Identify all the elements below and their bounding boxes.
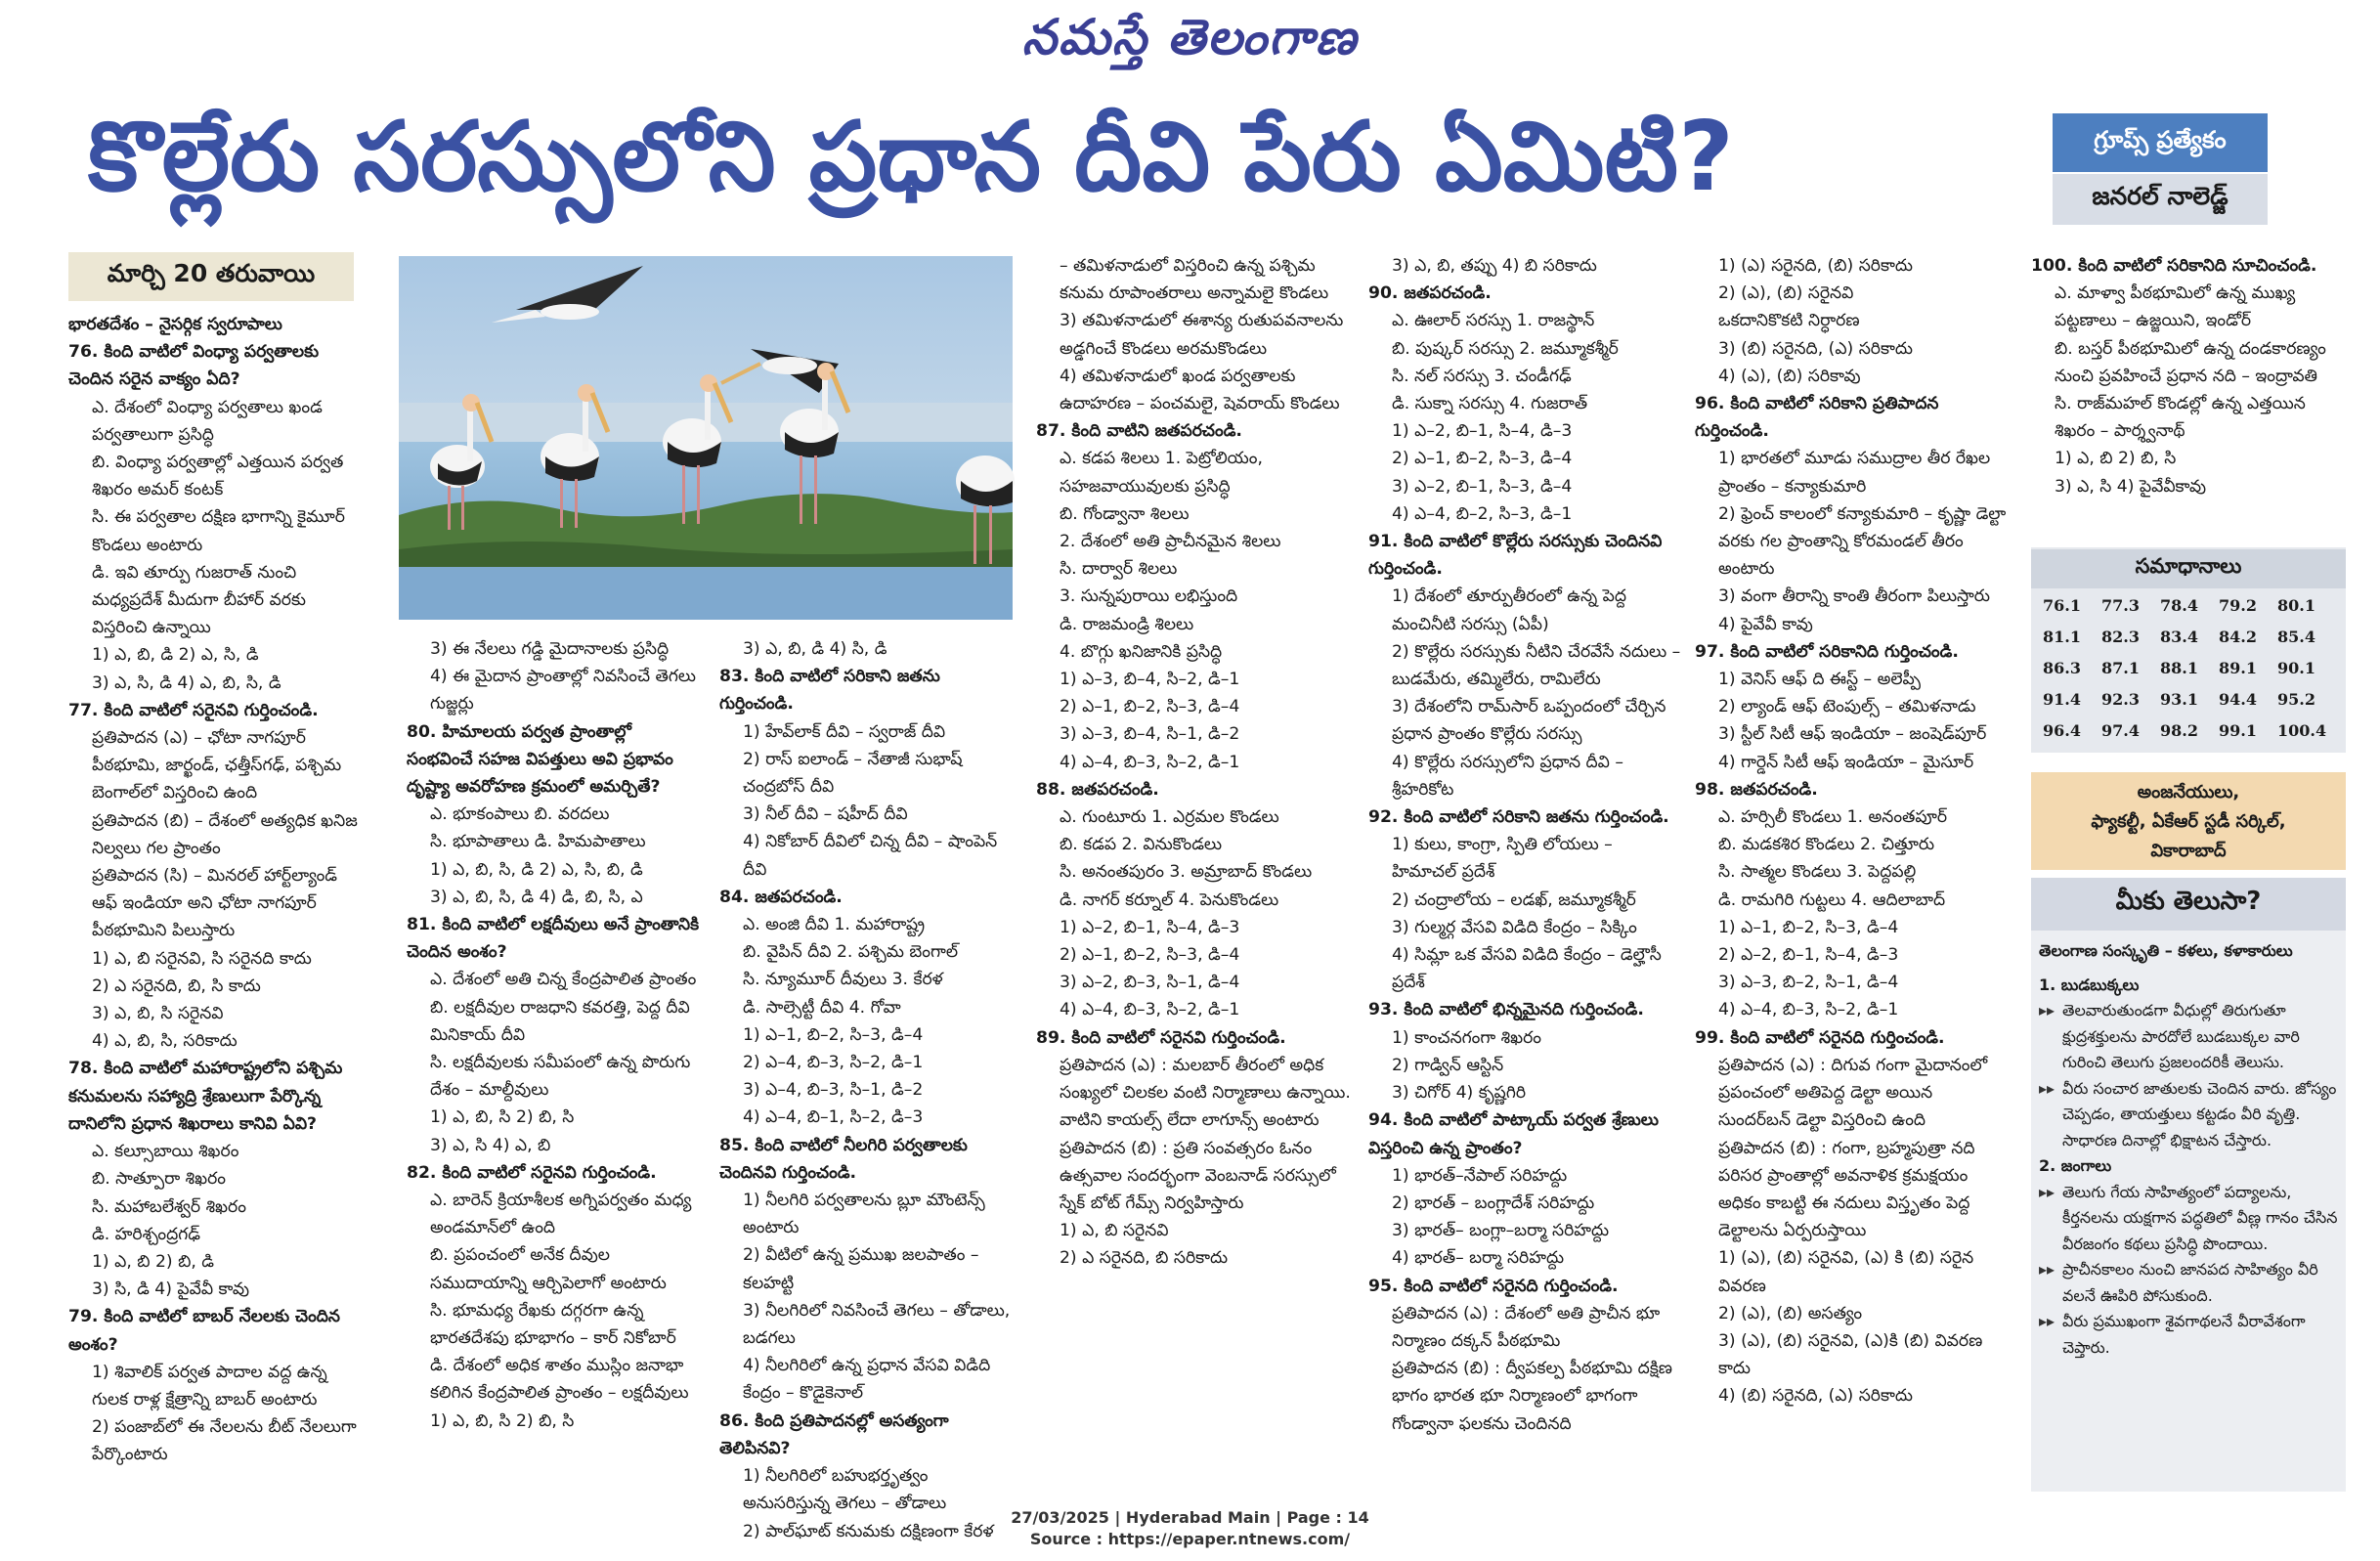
page-footer (0, 1507, 2380, 1550)
option-text: డి. సాల్సెట్టీ దీవి 4. గోవా (743, 997, 901, 1018)
option-text: డి. దేశంలో అధిక శాతం ముస్లిం జనాభా కలిగిన కేంద్రపాలిత ప్రాంతం – లక్షదీవులు (430, 1356, 689, 1404)
option-text: 3) ఈ నేలలు గడ్డి మైదానాలకు ప్రసిద్ధి (430, 639, 670, 659)
option-text: 2) ఎ–2, బి–1, సి–4, డి–3 (1718, 945, 1899, 966)
option-text: సి. లక్షదీవులకు సమీపంలో ఉన్న పొరుగు దేశం – మాల్దీవులు (430, 1053, 691, 1101)
option-text: డి. నాగర్ కర్నూల్ 4. పెనుకొండలు (1060, 889, 1279, 910)
option-text: 1) ఎ, బి, డి 2) ఎ, సి, డి (92, 645, 259, 666)
option-text: 4) (బి) సరైనది, (ఎ) సరికాదు (1718, 1386, 1913, 1407)
section-heading: భారతదేశం – నైసర్గిక స్వరూపాలు (68, 315, 282, 334)
option-text: 2) ఎ–1, బి–2, సి–3, డి–4 (1060, 945, 1240, 966)
option-text: 3) ఎ, సి 4) ఎ, బి (430, 1135, 551, 1155)
option-text: సి. ఈ పర్వతాల దక్షిణ భాగాన్ని కైమూర్ కొండలు అంటారు (92, 507, 345, 555)
option-text: ప్రతిపాదన (బి) – దేశంలో అత్యధిక ఖనిజ నిల్వలు గల ప్రాంతం (92, 810, 358, 858)
article-column-4 (1368, 252, 1681, 1496)
option-text: 2) పంజాబ్‌లో ఈ నేలలను బీట్ నేలలుగా పేర్కొంటారు (92, 1417, 357, 1465)
option-text: 2) ఎ సరైనది, బి, సి కాదు (92, 976, 261, 996)
question-text: 83. కింది వాటిలో సరికాని జతను గుర్తించండి. (719, 667, 940, 715)
option-text: 3) ఎ, బి, సి, డి 4) డి, బి, సి, ఎ (430, 887, 643, 907)
answer-item: 98.2 (2160, 721, 2198, 740)
option-text: ఎ. బారెన్ క్రియాశీలక అగ్నిపర్వతం మధ్య అండమాన్‌లో ఉంది (430, 1191, 692, 1238)
question-text: 90. జతపరచండి. (1368, 283, 1492, 304)
option-text: బి. బస్తర్ పీఠభూమిలో ఉన్న దండకారణ్యం నుంచి ప్రవహించే ప్రధాన నది – ఇంద్రావతి (2055, 338, 2326, 386)
continuation-date-box: మార్చి 20 తరువాయి (68, 252, 354, 301)
footer-source-line: Source : https://epaper.ntnews.com/ (1029, 1530, 1351, 1548)
option-text: 4) కొల్లేరు సరస్సులోని ప్రధాన దీవి – శ్రీహరికోట (1392, 752, 1623, 800)
question-text: 86. కింది ప్రతిపాదనల్లో అసత్యంగా తెలిపినవి? (719, 1410, 949, 1458)
author-box (2031, 772, 2346, 870)
option-text: సి. భూపాతాలు డి. హిమపాతాలు (430, 832, 646, 852)
article-column-5 (1695, 252, 2008, 1496)
question-text: 95. కింది వాటిలో సరైనది గుర్తించండి. (1368, 1276, 1619, 1296)
option-text: 3) ఎ, బి, సి సరైనవి (92, 1004, 224, 1024)
option-text: బి. వైపిన్ దీవి 2. పశ్చిమ బెంగాల్ (743, 942, 959, 963)
option-text: 4) ఈ మైదాన ప్రాంతాల్లో నివసించే తెగలు గుజ్జర్లు (430, 667, 697, 715)
option-text: ప్రతిపాదన (బి) : ద్వీపకల్ప పీఠభూమి దక్షిణ భాగం భారత భూ నిర్మాణంలో భాగంగా గోండ్వానా ఫలకను చెందినది (1392, 1359, 1672, 1434)
option-text: ప్రతిపాదన (బి) : గంగా, బ్రహ్మపుత్రా నది పరిసర ప్రాంతాల్లో అవనాళిక క్రమక్షయం అధికం కాబట్టి ఈ నదులు విస్తృతం పెద్ద డెల్టాలను ఏర్పరుస్తాయి (1718, 1138, 1975, 1241)
know-subtitle: తెలంగాణ సంస్కృతి – కళలు, కళాకారులు (2039, 941, 2293, 960)
option-text: 1) ఎ–2, బి–1, సి–4, డి–3 (1392, 421, 1573, 442)
know-bullet: ▸▸ వీరు సంచార జాతులకు చెందిన వారు. జోస్యం చెప్పడం, తాయత్తులు కట్టడం వీరి వృత్తి. సాధారణ దినాల్లో భిక్షాటన చేస్తారు. (2039, 1076, 2340, 1154)
answer-item: 91.4 (2043, 690, 2081, 709)
option-text: డి. హరిశ్చంద్రగఢ్ (92, 1224, 200, 1244)
answer-item: 83.4 (2160, 628, 2198, 646)
answer-item: 87.1 (2101, 659, 2140, 677)
option-text: ప్రతిపాదన (ఎ) : దేశంలో అతి ప్రాచీన భూ నిర్మాణం దక్కన్ పీఠభూమి (1392, 1303, 1661, 1351)
option-text: 4) నికోబార్ దీవిలో చిన్న దీవి – షాంపెన్ దీవి (743, 832, 998, 880)
know-bullet: ▸▸ వీరు ప్రముఖంగా శైవగాథలనే వీరావేశంగా చెప్తారు. (2039, 1309, 2340, 1361)
option-text: బి. గోండ్వానా శిలలు (1060, 503, 1190, 524)
answer-item: 95.2 (2277, 690, 2315, 709)
storks-lake-photo (399, 256, 1013, 620)
option-text: 1) ఎ, బి సరైనవి, సి సరైనది కాదు (92, 948, 312, 969)
answer-item: 88.1 (2160, 659, 2198, 677)
option-text: 1) భారత్–నేపాల్ సరిహద్దు (1392, 1165, 1568, 1186)
option-text: 1) హేవ్‌లాక్ దీవి – స్వరాజ్ దీవి (743, 721, 946, 742)
option-text: 3) ఎ–2, బి–3, సి–1, డి–4 (1060, 973, 1240, 993)
option-text: బి. లక్షదీవుల రాజధాని కవరత్తి, పెద్ద దీవి మినికాయ్ దీవి (430, 997, 690, 1045)
option-text: 3) స్టీల్ సిటీ ఆఫ్ ఇండియా – జంషెడ్‌పూర్ (1718, 724, 1987, 745)
option-text: 2) చంద్రాలోయ – లడఖ్, జమ్మూకశ్మీర్ (1392, 889, 1636, 910)
question-text: 82. కింది వాటిలో సరైనవి గుర్తించండి. (407, 1162, 657, 1183)
option-text: 2) (ఎ), (బి) సరైనవి (1718, 283, 1854, 304)
option-text: ఎ. దేశంలో వింధ్యా పర్వతాలు ఖండ పర్వతాలుగా ప్రసిద్ధి (92, 397, 323, 445)
option-text: 4) ఎ, బి, సి, సరికాదు (92, 1031, 238, 1052)
option-text: 4) పైవేవీ కావు (1718, 614, 1813, 634)
option-text: 3) సి, డి 4) పైవేవీ కావు (92, 1279, 250, 1300)
option-text: సి. రాజ్‌మహల్ కొండల్లో ఉన్న ఎత్తయిన శిఖరం – పార్శ్వనాథ్ (2055, 394, 2306, 442)
author-name: అంజనేయులు, (2137, 782, 2240, 802)
arrow-icon: ▸▸ (2039, 1260, 2055, 1279)
option-text: బి. మడకశిర కొండలు 2. చిత్తూరు (1718, 835, 1935, 855)
option-text: 2) ఎ సరైనది, బి సరికాదు (1060, 1248, 1229, 1269)
answer-item: 76.1 (2043, 596, 2081, 615)
option-text: ప్రతిపాదన (ఎ) – ఛోటా నాగపూర్ పీఠభూమి, జార్ఖండ్, ఛత్తీస్‌గఢ్, పశ్చిమ బెంగాల్‌లో విస్తరించి ఉంది (92, 728, 342, 803)
answer-item: 90.1 (2277, 659, 2315, 677)
option-text: 3) ఎ–3, బి–4, సి–1, డి–2 (1060, 724, 1240, 745)
know-heading-2: 2. జంగాలు (2039, 1156, 2112, 1175)
option-text: ప్రతిపాదన (ఎ) : దిగువ గంగా మైదానంలో ప్రపంచంలో అతిపెద్ద డెల్టా అయిన సుందర్‌బన్ డెల్టా విస్తరించి ఉంది (1718, 1055, 1988, 1131)
know-heading-1: 1. బుడబుక్కలు (2039, 975, 2140, 994)
option-text: 3) నీలగిరిలో నివసించే తెగలు – తోడాలు, బడగలు (743, 1300, 1011, 1349)
section-badge-top: గ్రూప్స్ ప్రత్యేకం (2053, 113, 2268, 172)
option-text: 4) తమిళనాడులో ఖండ పర్వతాలకు ఉదాహరణ – పంచమలై, షెవరాయ్ కొండలు (1060, 366, 1340, 414)
option-text: 2) (ఎ), (బి) అసత్యం (1718, 1303, 1863, 1323)
option-text: ఎ. ఊలార్ సరస్సు 1. రాజస్థాన్ (1392, 311, 1595, 331)
answer-item: 79.2 (2219, 596, 2257, 615)
option-text: ఎ. దేశంలో అతి చిన్న కేంద్రపాలిత ప్రాంతం (430, 970, 697, 990)
option-text: 3) వంగా తీరాన్ని కాంతి తీరంగా పిలుస్తారు (1718, 586, 1990, 607)
option-text: 3) నీల్ దీవి – షహీద్ దీవి (743, 804, 908, 825)
option-text: బి. వింధ్యా పర్వతాల్లో ఎత్తయిన పర్వత శిఖరం అమర్ కంటక్ (92, 453, 344, 500)
option-text: 3) ఎ–3, బి–2, సి–1, డి–4 (1718, 973, 1899, 993)
question-text: 81. కింది వాటిలో లక్షదీవులు అనే ప్రాంతానికి చెందిన అంశం? (407, 915, 700, 963)
option-text: 2) ఎ–1, బి–2, సి–3, డి–4 (1392, 449, 1573, 469)
option-text: 3) ఎ, సి, డి 4) ఎ, బి, సి, డి (92, 672, 281, 693)
option-text: డి. ఇవి తూర్పు గుజరాత్ నుంచి మధ్యప్రదేశ్ మీదుగా బీహార్ వరకు విస్తరించి ఉన్నాయి (92, 562, 306, 638)
know-bullet: ▸▸ ప్రాచీనకాలం నుంచి జానపద సాహిత్యం వీరి వలనే ఊపిరి పోసుకుంది. (2039, 1257, 2340, 1309)
option-text: 1) దేశంలో తూర్పుతీరంలో ఉన్న పెద్ద మంచినీటి సరస్సు (ఏపీ) (1392, 586, 1626, 634)
question-text: 76. కింది వాటిలో వింధ్యా పర్వతాలకు చెందిన సరైన వాక్యం ఏది? (68, 342, 320, 390)
answer-item: 92.3 (2101, 690, 2140, 709)
question-text: 77. కింది వాటిలో సరైనవి గుర్తించండి. (68, 700, 319, 720)
answer-item: 99.1 (2219, 721, 2257, 740)
option-text: 1) ఎ–2, బి–1, సి–4, డి–3 (1060, 917, 1240, 937)
option-text: 1) వెనిస్ ఆఫ్ ది ఈస్ట్ – అలెప్పీ (1718, 670, 1921, 690)
answers-grid (2043, 590, 2336, 747)
option-text: బి. సాత్పూరా శిఖరం (92, 1169, 226, 1190)
answer-item: 97.4 (2101, 721, 2140, 740)
option-text: 3) ఎ, సి 4) పైవేవీకావు (2055, 476, 2207, 497)
question-text: 92. కింది వాటిలో సరికాని జతను గుర్తించండి. (1368, 807, 1669, 828)
question-text: 93. కింది వాటిలో భిన్నమైనది గుర్తించండి. (1368, 1000, 1644, 1020)
option-text: 3) (ఎ), (బి) సరైనవి, (ఎ)కి (బి) వివరణ కాదు (1718, 1330, 1983, 1379)
option-text: 4) గార్డెన్ సిటీ ఆఫ్ ఇండియా – మైసూర్ (1718, 752, 1974, 772)
question-text: 78. కింది వాటిలో మహారాష్ట్రలోని పశ్చిమ కనుమలను సహ్యాద్రి శ్రేణులుగా పేర్కొన్న దానిలోని ప్రధాన శిఖరాలు కానివి ఏవి? (68, 1059, 343, 1134)
section-badge-bottom: జనరల్ నాలెడ్జ్ (2053, 174, 2268, 225)
question-text: 98. జతపరచండి. (1695, 779, 1818, 800)
option-text: 2) ఎ–4, బి–3, సి–2, డి–1 (743, 1053, 924, 1073)
option-text: 3) ఎ–4, బి–3, సి–1, డి–2 (743, 1080, 924, 1101)
answer-item: 96.4 (2043, 721, 2081, 740)
question-text: 91. కింది వాటిలో కొల్లేరు సరస్సుకు చెందినవి గుర్తించండి. (1368, 532, 1663, 580)
question-text: 89. కింది వాటిలో సరైనవి గుర్తించండి. (1036, 1027, 1286, 1048)
did-you-know-title: మీకు తెలుసా? (2031, 878, 2346, 931)
option-text: 1) ఎ–3, బి–4, సి–2, డి–1 (1060, 670, 1240, 690)
option-text: 3) చిగోర్ 4) కృష్ణగిరి (1392, 1083, 1527, 1104)
newspaper-masthead: నమస్తే తెలంగాణ (1021, 8, 1359, 65)
option-text: ఎ. గుంటూరు 1. ఎర్రమల కొండలు (1060, 807, 1279, 828)
answer-item: 84.2 (2219, 628, 2257, 646)
option-text: 1) (ఎ), (బి) సరైనవి, (ఎ) కి (బి) సరైన వివరణ (1718, 1248, 1974, 1296)
answer-item: 77.3 (2101, 596, 2140, 615)
option-text: 4) (ఎ), (బి) సరికావు (1718, 366, 1861, 386)
option-text: ఎ. కడప శిలలు 1. పెట్రోలియం, సహజవాయువులకు ప్రసిద్ధి (1060, 449, 1263, 497)
option-text: బి. పుష్కర్ సరస్సు 2. జమ్మూకశ్మీర్ (1392, 338, 1619, 359)
option-text: బి. ప్రపంచంలో అనేక దీవుల సముదాయాన్ని ఆర్చిపెలాగో అంటారు (430, 1245, 667, 1293)
option-text: సి. నల్ సరస్సు 3. చండీగఢ్ (1392, 366, 1572, 386)
question-text: 79. కింది వాటిలో బాబర్ నేలలకు చెందిన అంశం? (68, 1307, 340, 1355)
option-text: 1) కులు, కాంగ్రా, స్పితి లోయలు – హిమాచల్ ప్రదేశ్ (1392, 835, 1613, 883)
option-text: డి. రామగిరి గుట్టలు 4. ఆదిలాబాద్ (1718, 889, 1946, 910)
option-text: 4) ఎ–4, బి–1, సి–2, డి–3 (743, 1107, 924, 1128)
option-text: 1) ఎ, బి, సి, డి 2) ఎ, సి, బి, డి (430, 859, 643, 880)
question-text: 100. కింది వాటిలో సరికానిది సూచించండి. (2031, 256, 2317, 276)
option-text: 4) ఎ–4, బి–3, సి–2, డి–1 (1718, 1000, 1899, 1020)
option-text: 3) ఎ, బి, డి 4) సి, డి (743, 639, 887, 659)
answer-item: 85.4 (2277, 628, 2315, 646)
option-text: 1) ఎ, బి, సి 2) బి, సి (430, 1107, 575, 1128)
option-text: ఎ. మాళ్వా పీఠభూమిలో ఉన్న ముఖ్య పట్టణాలు – ఉజ్జయిని, ఇండోర్ (2055, 283, 2296, 331)
option-text: – తమిళనాడులో విస్తరించి ఉన్న పశ్చిమ కనుమ రూపాంతరాలు అన్నామలై కొండలు (1060, 256, 1329, 304)
option-text: 1) నీలగిరిలో బహుభర్తృత్వం అనుసరిస్తున్న తెగలు – తోడాలు (743, 1466, 947, 1514)
option-text: డి. సుక్నా సరస్సు 4. గుజరాత్ (1392, 394, 1588, 414)
option-text: 4) ఎ–4, బి–3, సి–2, డి–1 (1060, 752, 1240, 772)
question-text: 99. కింది వాటిలో సరైనది గుర్తించండి. (1695, 1027, 1945, 1048)
answer-item: 78.4 (2160, 596, 2198, 615)
question-text: 88. జతపరచండి. (1036, 779, 1159, 800)
article-column-3 (1036, 252, 1359, 1496)
option-text: సి. సాత్మల కొండలు 3. పెద్దపల్లి (1718, 862, 1917, 883)
option-text: 2) గాడ్విన్ ఆస్టిన్ (1392, 1055, 1504, 1075)
footer-edition-line: 27/03/2025 | Hyderabad Main | Page : 14 (1011, 1508, 1369, 1527)
arrow-icon: ▸▸ (2039, 1078, 2055, 1098)
option-text: 1) ఎ, బి 2) బి, సి (2055, 449, 2177, 469)
answer-item: 80.1 (2277, 596, 2315, 615)
option-text: ఎ. కల్సూబాయి శిఖరం (92, 1142, 239, 1162)
option-text: 3) ఎ, బి, తప్పు 4) బి సరికాదు (1392, 256, 1597, 276)
option-text: సి. న్యూమూర్ దీవులు 3. కేరళ (743, 970, 943, 990)
option-text: 3) గుల్మర్గ వేసవి విడిది కేంద్రం – సిక్కిం (1392, 917, 1637, 937)
answer-item: 89.1 (2219, 659, 2257, 677)
option-text: 1) నీలగిరి పర్వతాలను బ్లూ మౌంటెన్స్ అంటారు (743, 1191, 985, 1238)
know-bullet: ▸▸ తెలుగు గేయ సాహిత్యంలో పద్యాలను, కీర్తనలను యక్షగాన పద్ధతిలో వీణ్ల గానం చేసిన వీరజంగం కథలు ప్రసిద్ధి పొందాయి. (2039, 1180, 2340, 1258)
option-text: 1) శివాలిక్ పర్వత పాదాల వద్ద ఉన్న గులక రాళ్ల క్షేత్రాన్ని బాబర్ అంటారు (92, 1362, 327, 1409)
article-column-2 (407, 635, 700, 1496)
option-text: ప్రతిపాదన (సి) – మినరల్ హార్ట్‌ల్యాండ్ ఆఫ్ ఇండియా అని ఛోటా నాగపూర్ పీఠభూమిని పిలుస్తారు (92, 866, 338, 941)
arrow-icon: ▸▸ (2039, 1001, 2055, 1019)
option-text: 2) భారత్ – బంగ్లాదేశ్ సరిహద్దు (1392, 1192, 1595, 1213)
author-affiliation: ఫ్యాకల్టీ, ఏకేఆర్ స్టడీ సర్కిల్, (2091, 811, 2286, 832)
option-text: 2) పాల్‌ఘాట్ కనుమకు దక్షిణంగా కేరళ (743, 1521, 994, 1541)
question-text: 84. జతపరచండి. (719, 887, 843, 907)
option-text: 3) దేశంలోని రామ్‌సార్ ఒప్పందంలో చేర్చిన ప్రధాన ప్రాంతం కొల్లేరు సరస్సు (1392, 697, 1666, 745)
answers-title: సమాధానాలు (2031, 549, 2346, 588)
option-text: 4) భారత్– బర్మా సరిహద్దు (1392, 1248, 1565, 1269)
answer-item: 82.3 (2101, 628, 2140, 646)
option-text: 4. బొగ్గు ఖనిజానికి ప్రసిద్ధి (1060, 641, 1223, 662)
option-text: 4) ఎ–4, బి–3, సి–2, డి–1 (1060, 1000, 1240, 1020)
option-text: 1) ఎ, బి సరైనవి (1060, 1221, 1169, 1241)
option-text: 4) నీలగిరిలో ఉన్న ప్రధాన వేసవి విడిది కేంద్రం – కొడైకెనాల్ (743, 1356, 991, 1404)
option-text: 3) ఎ–2, బి–1, సి–3, డి–4 (1392, 476, 1573, 497)
option-text: ప్రతిపాదన (బి) : ప్రతి సంవత్సరం ఓనం ఉత్సవాల సందర్భంగా వెంబనాడ్ సరస్సులో స్నేక్ బోట్ గేమ్స్ నిర్వహిస్తారు (1060, 1138, 1336, 1213)
option-text: 1) (ఎ) సరైనది, (బి) సరికాదు (1718, 256, 1913, 276)
page-headline: కొల్లేరు సరస్సులోని ప్రధాన దీవి పేరు ఏమిటి? (88, 102, 1734, 213)
option-text: బి. కడప 2. వినుకొండలు (1060, 835, 1223, 855)
answer-item: 94.4 (2219, 690, 2257, 709)
option-text: 1) ఎ, బి, సి 2) బి, సి (430, 1410, 575, 1431)
question-text: 87. కింది వాటిని జతపరచండి. (1036, 421, 1242, 442)
option-text: ప్రతిపాదన (ఎ) : మలబార్ తీరంలో అధిక సంఖ్యలో చిలకల వంటి నిర్మాణాలు ఉన్నాయి. వాటిని కాయల్స్ లేదా లాగూన్స్ అంటారు (1060, 1055, 1351, 1131)
option-text: 2. దేశంలో అతి ప్రాచీనమైన శిలలు (1060, 532, 1281, 552)
answer-item: 93.1 (2160, 690, 2198, 709)
option-text: 2) ఫ్రెంచ్ కాలంలో కన్యాకుమారి – కృష్ణా డెల్టా వరకు గల ప్రాంతాన్ని కోరమండల్ తీరం అంటారు (1718, 503, 2007, 580)
question-text: 85. కింది వాటిలో నీలగిరి పర్వతాలకు చెందినవి గుర్తించండి. (719, 1135, 968, 1183)
option-text: 1) ఎ–1, బి–2, సి–3, డి–4 (1718, 917, 1899, 937)
article-column-1 (68, 311, 362, 1494)
option-text: 3) భారత్– బంగ్లా–బర్మా సరిహద్దు (1392, 1221, 1610, 1241)
option-text: ఎ. హర్సిలీ కొండలు 1. అనంతపూర్ (1718, 807, 1948, 828)
option-text: 3) (బి) సరైనది, (ఎ) సరికాదు (1718, 338, 1913, 359)
article-column-3-lower (719, 635, 1013, 1541)
option-text: 1) ఎ, బి 2) బి, డి (92, 1251, 214, 1272)
answer-item: 100.4 (2277, 721, 2327, 740)
question-text: 80. హిమాలయ పర్వత ప్రాంతాల్లో సంభవించే సహజ విపత్తులు అవి ప్రభావం దృష్ట్యా అవరోహణ క్రమంలో అమర్చితే? (407, 721, 673, 798)
option-text: 2) వీటిలో ఉన్న ప్రముఖ జలపాతం – కలహట్టి (743, 1245, 979, 1293)
option-text: 3. సున్నపురాయి లభిస్తుంది (1060, 586, 1238, 607)
option-text: 2) రాస్ ఐలాండ్ – నేతాజీ సుభాష్ చంద్రబోస్ దీవి (743, 749, 963, 798)
question-text: 97. కింది వాటిలో సరికానిది గుర్తించండి. (1695, 641, 1959, 662)
option-text: సి. భూమధ్య రేఖకు దగ్గరగా ఉన్న భారతదేశపు భూభాగం – కార్ నికోబార్ (430, 1300, 676, 1349)
option-text: 1) కాంచనగంగా శిఖరం (1392, 1027, 1542, 1048)
author-location: వికారాబాద్ (2150, 841, 2227, 861)
answer-item: 86.3 (2043, 659, 2081, 677)
lake-birds-image (399, 256, 1013, 620)
arrow-icon: ▸▸ (2039, 1312, 2055, 1330)
option-text: 1) భారతలో మూడు సముద్రాల తీర రేఖల ప్రాంతం – కన్యాకుమారి (1718, 449, 1991, 497)
question-text: 94. కింది వాటిలో పాట్కాయ్ పర్వత శ్రేణులు విస్తరించి ఉన్న ప్రాంతం? (1368, 1110, 1659, 1158)
option-text: డి. రాజమండ్రి శిలలు (1060, 614, 1194, 634)
answer-item: 81.1 (2043, 628, 2081, 646)
option-text: 2) కొల్లేరు సరస్సుకు నీటిని చేరవేసే నదులు – బుడమేరు, తమ్మిలేరు, రామిలేరు (1392, 641, 1681, 690)
option-text: ఎ. భూకంపాలు బి. వరదలు (430, 804, 610, 825)
option-text: సి. అనంతపురం 3. అమ్రాబాద్ కొండలు (1060, 862, 1313, 883)
question-text: 96. కింది వాటిలో సరికాని ప్రతిపాదన గుర్తించండి. (1695, 394, 1939, 442)
did-you-know-text (2039, 938, 2340, 1361)
option-text: సి. దార్వార్ శిలలు (1060, 559, 1178, 580)
option-text: 1) ఎ–1, బి–2, సి–3, డి–4 (743, 1024, 924, 1045)
option-text: 4) సిమ్లా ఒక వేసవి విడిది కేంద్రం – డెల్హౌసీ ప్రదేశ్ (1392, 945, 1662, 993)
option-text: సి. మహాబలేశ్వర్ శిఖరం (92, 1196, 246, 1217)
know-bullet: ▸▸ తెలవారుతుండగా వీధుల్లో తిరుగుతూ క్షుద్రశక్తులను పారదోలే బుడబుక్కల వారి గురించి తెలుగు ప్రజలందరికీ తెలుసు. (2039, 998, 2340, 1076)
option-text: ఎ. అంజి దీవి 1. మహారాష్ట్ర (743, 915, 926, 935)
option-text: 2) ల్యాండ్ ఆఫ్ టెంపుల్స్ – తమిళనాడు (1718, 697, 1976, 717)
arrow-icon: ▸▸ (2039, 1182, 2055, 1201)
article-column-6 (2031, 252, 2346, 536)
option-text: 3) తమిళనాడులో ఈశాన్య రుతుపవనాలను అడ్డగించే కొండలు అరమకొండలు (1060, 311, 1344, 359)
option-text: 2) ఎ–1, బి–2, సి–3, డి–4 (1060, 697, 1240, 717)
option-text: ఒకదానికొకటి నిర్ధారణ (1718, 311, 1860, 331)
option-text: 4) ఎ–4, బి–2, సి–3, డి–1 (1392, 503, 1573, 524)
